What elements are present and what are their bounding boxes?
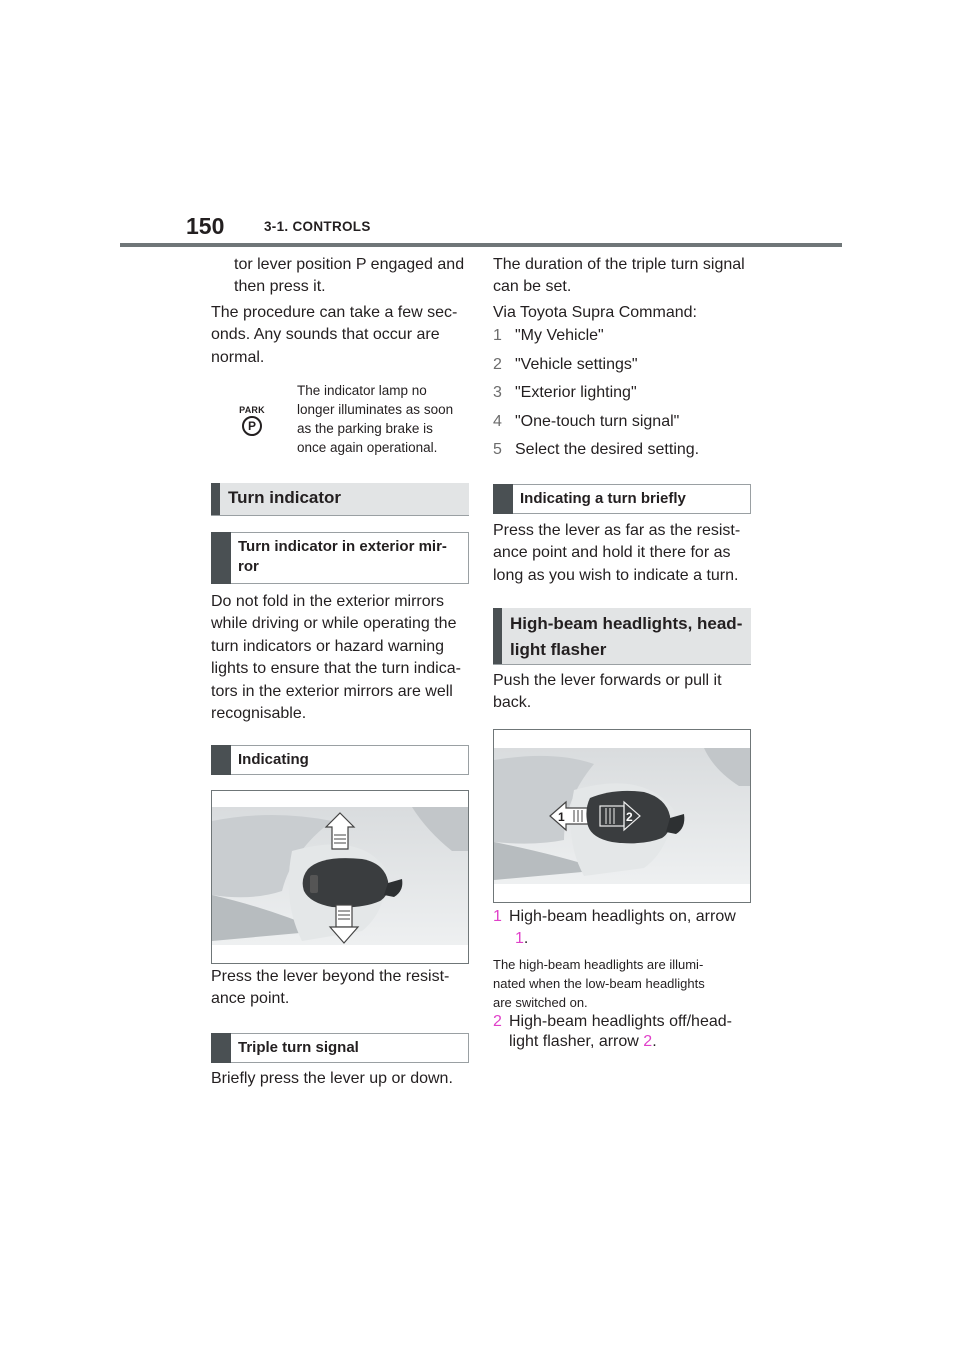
mirror-paragraph: Do not fold in the exterior mirrors while driving or while operating the turn indicators or hazard warning lights to ensure that the turn indica- tors in the exterior mirrors are well recognisable. <box>211 593 461 723</box>
park-note: The indicator lamp no longer illuminates as soon as the parking brake is once again operational. <box>297 383 454 455</box>
high-beam-lever-figure <box>493 729 751 903</box>
step-item: 3 "Exterior lighting" <box>493 384 637 402</box>
section-title: 3-1. CONTROLS <box>264 219 371 234</box>
para2: The procedure can take a few sec- onds. Any sounds that occur are normal. <box>211 304 458 366</box>
header-rule <box>120 243 842 247</box>
hold-paragraph: Press the lever as far as the resist- ance point and hold it there for as long as you wish to indicate a turn. <box>493 522 741 584</box>
lever-up-down-illustration <box>212 791 468 963</box>
lever-forward-back-illustration <box>494 730 750 902</box>
step-item: 1 "My Vehicle" <box>493 327 604 344</box>
item2: 2 High-beam headlights off/head- light flasher, arrow 2. <box>493 1013 732 1050</box>
item1: 1 High-beam headlights on, arrow 1. <box>493 908 736 948</box>
figure-label-2: 2 <box>626 810 633 824</box>
briefly-paragraph: Briefly press the lever up or down. <box>211 1070 453 1087</box>
heading-turn-indicator: Turn indicator <box>211 483 469 516</box>
heading-indicating: Indicating <box>211 745 469 775</box>
figure-label-1: 1 <box>558 810 565 824</box>
para1: tor lever position P engaged and then press it. <box>234 256 465 296</box>
page-number: 150 <box>186 213 225 239</box>
indicating-lever-figure <box>211 790 469 964</box>
settings-steps <box>493 325 699 468</box>
item1-note: The high-beam headlights are illumi- nated when the low-beam headlights are switched on. <box>493 957 705 1010</box>
step-item: 4 "One-touch turn signal" <box>493 412 680 430</box>
heading-high-beam: High-beam headlights, head- light flasher <box>493 608 751 665</box>
push-paragraph: Push the lever forwards or pull it back. <box>493 672 722 712</box>
heading-turn-indicator-mirror: Turn indicator in exterior mir- ror <box>211 532 469 584</box>
step-item: 2 "Vehicle settings" <box>493 355 638 373</box>
press-paragraph: Press the lever beyond the resist- ance point. <box>211 968 450 1008</box>
duration-paragraph: The duration of the triple turn signal can be set. <box>493 256 745 296</box>
heading-triple-turn-signal: Triple turn signal <box>211 1033 469 1063</box>
step-item: 5 Select the desired setting. <box>493 441 700 459</box>
park-brake-icon: PARK P <box>236 405 268 441</box>
via-command: Via Toyota Supra Command: <box>493 304 697 321</box>
heading-indicating-briefly: Indicating a turn briefly <box>493 484 751 514</box>
